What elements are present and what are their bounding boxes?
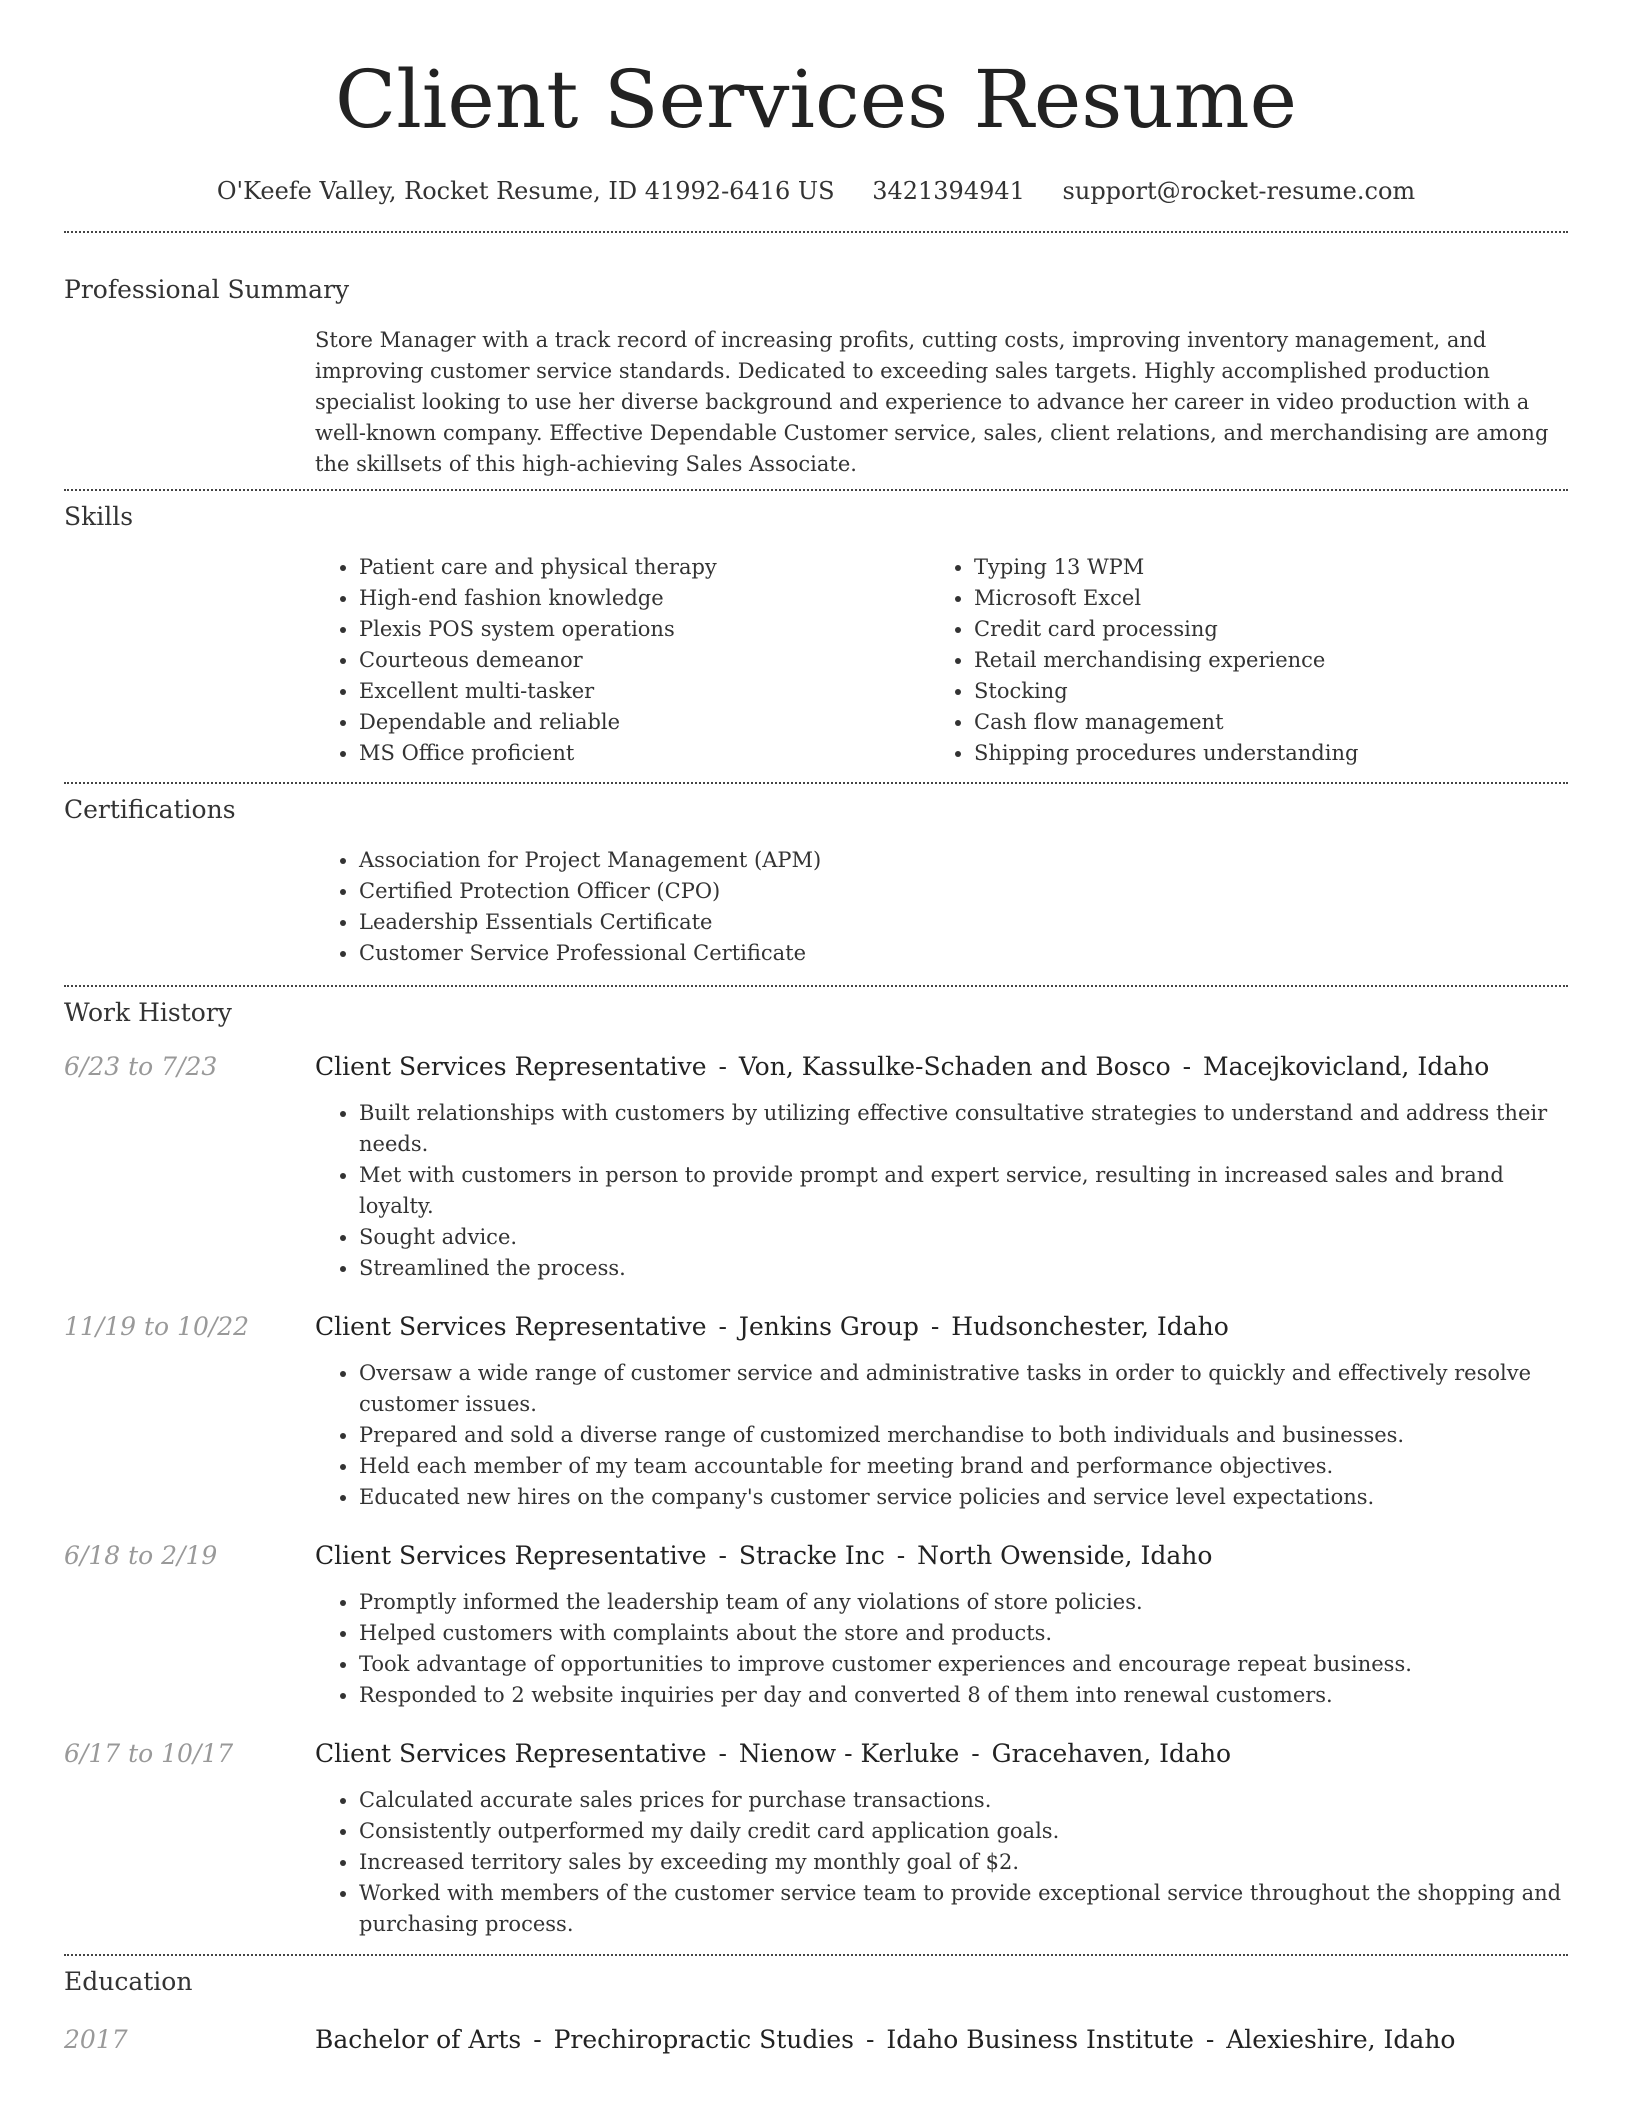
education-field: Prechiropractic Studies [553, 2025, 855, 2054]
education-section [64, 1956, 1568, 2057]
skills-list-left [315, 552, 930, 769]
job-title-line: Client Services Representative - Jenkins Group - Hudsonchester, Idaho [315, 1312, 1229, 1341]
list-item: • Oversaw a wide range of customer service and administrative tasks in order to quickly and effectively resolve customer issues. [359, 1358, 1568, 1420]
job-dates: 11/19 to 10/22 [64, 1312, 250, 1341]
list-item: • Promptly informed the leadership team of any violations of store policies. [359, 1587, 1568, 1618]
contact-address: O'Keefe Valley, Rocket Resume, ID 41992-6416 US [216, 177, 835, 205]
list-item: • Courteous demeanor [359, 645, 930, 676]
list-item: • Credit card processing [974, 614, 1545, 645]
section-heading-work: Work History [64, 998, 232, 1027]
job-entry [64, 1310, 1568, 1513]
section-heading-summary: Professional Summary [64, 275, 350, 304]
summary-text: Store Manager with a track record of increasing profits, cutting costs, improving inventory management, and improving customer service standards. Dedicated to exceeding sales targets. Highly accomplished production specialist looking to use her diverse background and experience to advance her career in video production with a well-known company. Effective Dependable Customer service, sales, client relations, and merchandising are among the skillsets of this high-achieving Sales Associate. [315, 328, 1549, 476]
job-location: Gracehaven, Idaho [991, 1739, 1232, 1768]
job-bullets [315, 1098, 1568, 1284]
list-item: • Excellent multi-tasker [359, 676, 930, 707]
list-item: • MS Office proficient [359, 738, 930, 769]
list-item: • Customer Service Professional Certificate [359, 938, 1568, 969]
job-bullets [315, 1785, 1568, 1940]
job-company: Nienow - Kerluke [738, 1739, 960, 1768]
job-title-line: Client Services Representative - Stracke Inc - North Owenside, Idaho [315, 1541, 1213, 1570]
list-item: • Plexis POS system operations [359, 614, 930, 645]
list-item: • Association for Project Management (APM) [359, 845, 1568, 876]
list-item: • Calculated accurate sales prices for purchase transactions. [359, 1785, 1568, 1816]
job-location: Macejkovicland, Idaho [1203, 1052, 1490, 1081]
job-title-line: Client Services Representative - Nienow - Kerluke - Gracehaven, Idaho [315, 1739, 1232, 1768]
list-item: • Streamlined the process. [359, 1253, 1568, 1284]
list-item: • Certified Protection Officer (CPO) [359, 876, 1568, 907]
job-location: Hudsonchester, Idaho [951, 1312, 1229, 1341]
job-company: Jenkins Group [738, 1312, 919, 1341]
education-degree: Bachelor of Arts [315, 2025, 522, 2054]
job-entry [64, 1737, 1568, 1940]
work-section [64, 987, 1568, 1940]
resume-title: Client Services Resume [335, 53, 1297, 146]
certifications-section [64, 784, 1568, 969]
list-item: • Took advantage of opportunities to improve customer experiences and encourage repeat business. [359, 1649, 1568, 1680]
job-title-line: Client Services Representative - Von, Kassulke-Schaden and Bosco - Macejkovicland, Idaho [315, 1052, 1490, 1081]
job-dates: 6/17 to 10/17 [64, 1739, 234, 1768]
list-item: • Consistently outperformed my daily credit card application goals. [359, 1816, 1568, 1847]
list-item: • Dependable and reliable [359, 707, 930, 738]
job-bullets [315, 1358, 1568, 1513]
job-entry [64, 1050, 1568, 1284]
job-title: Client Services Representative [315, 1052, 707, 1081]
job-dates: 6/18 to 2/19 [64, 1541, 218, 1570]
list-item: • Built relationships with customers by utilizing effective consultative strategies to understand and address their needs. [359, 1098, 1568, 1160]
job-title: Client Services Representative [315, 1312, 707, 1341]
job-title: Client Services Representative [315, 1739, 707, 1768]
job-entry [64, 1539, 1568, 1711]
education-title-line: Bachelor of Arts - Prechiropractic Studies - Idaho Business Institute - Alexieshire, Idaho [315, 2025, 1456, 2054]
section-heading-certifications: Certifications [64, 795, 236, 824]
section-heading-skills: Skills [64, 502, 134, 531]
job-dates: 6/23 to 7/23 [64, 1052, 218, 1081]
list-item: • Patient care and physical therapy [359, 552, 930, 583]
skills-section [64, 491, 1568, 769]
education-year: 2017 [64, 2025, 128, 2054]
list-item: • Increased territory sales by exceeding my monthly goal of $2. [359, 1847, 1568, 1878]
list-item: • Retail merchandising experience [974, 645, 1545, 676]
education-school: Idaho Business Institute [886, 2025, 1194, 2054]
list-item: • Responded to 2 website inquiries per day and converted 8 of them into renewal customers. [359, 1680, 1568, 1711]
list-item: • Microsoft Excel [974, 583, 1545, 614]
contact-phone: 3421394941 [872, 177, 1025, 205]
summary-section [64, 233, 1568, 480]
list-item: • Helped customers with complaints about the store and products. [359, 1618, 1568, 1649]
list-item: • Prepared and sold a diverse range of customized merchandise to both individuals and businesses. [359, 1420, 1568, 1451]
list-item: • Cash flow management [974, 707, 1545, 738]
contact-line [64, 174, 1568, 208]
list-item: • Held each member of my team accountable for meeting brand and performance objectives. [359, 1451, 1568, 1482]
job-location: North Owenside, Idaho [917, 1541, 1213, 1570]
job-title: Client Services Representative [315, 1541, 707, 1570]
list-item: • Met with customers in person to provide prompt and expert service, resulting in increased sales and brand loyalty. [359, 1160, 1568, 1222]
list-item: • Stocking [974, 676, 1545, 707]
list-item: • High-end fashion knowledge [359, 583, 930, 614]
list-item: • Typing 13 WPM [974, 552, 1545, 583]
list-item: • Educated new hires on the company's customer service policies and service level expectations. [359, 1482, 1568, 1513]
section-heading-education: Education [64, 1967, 193, 1996]
job-company: Stracke Inc [738, 1541, 885, 1570]
education-location: Alexieshire, Idaho [1226, 2025, 1456, 2054]
list-item: • Sought advice. [359, 1222, 1568, 1253]
contact-email: support@rocket-resume.com [1062, 177, 1416, 205]
list-item: • Worked with members of the customer service team to provide exceptional service throughout the shopping and purchasing process. [359, 1878, 1568, 1940]
list-item: • Leadership Essentials Certificate [359, 907, 1568, 938]
job-bullets [315, 1587, 1568, 1711]
education-entry [64, 2023, 1568, 2057]
list-item: • Shipping procedures understanding [974, 738, 1545, 769]
skills-list-right [930, 552, 1545, 769]
certifications-list [315, 845, 1568, 969]
job-company: Von, Kassulke-Schaden and Bosco [738, 1052, 1171, 1081]
